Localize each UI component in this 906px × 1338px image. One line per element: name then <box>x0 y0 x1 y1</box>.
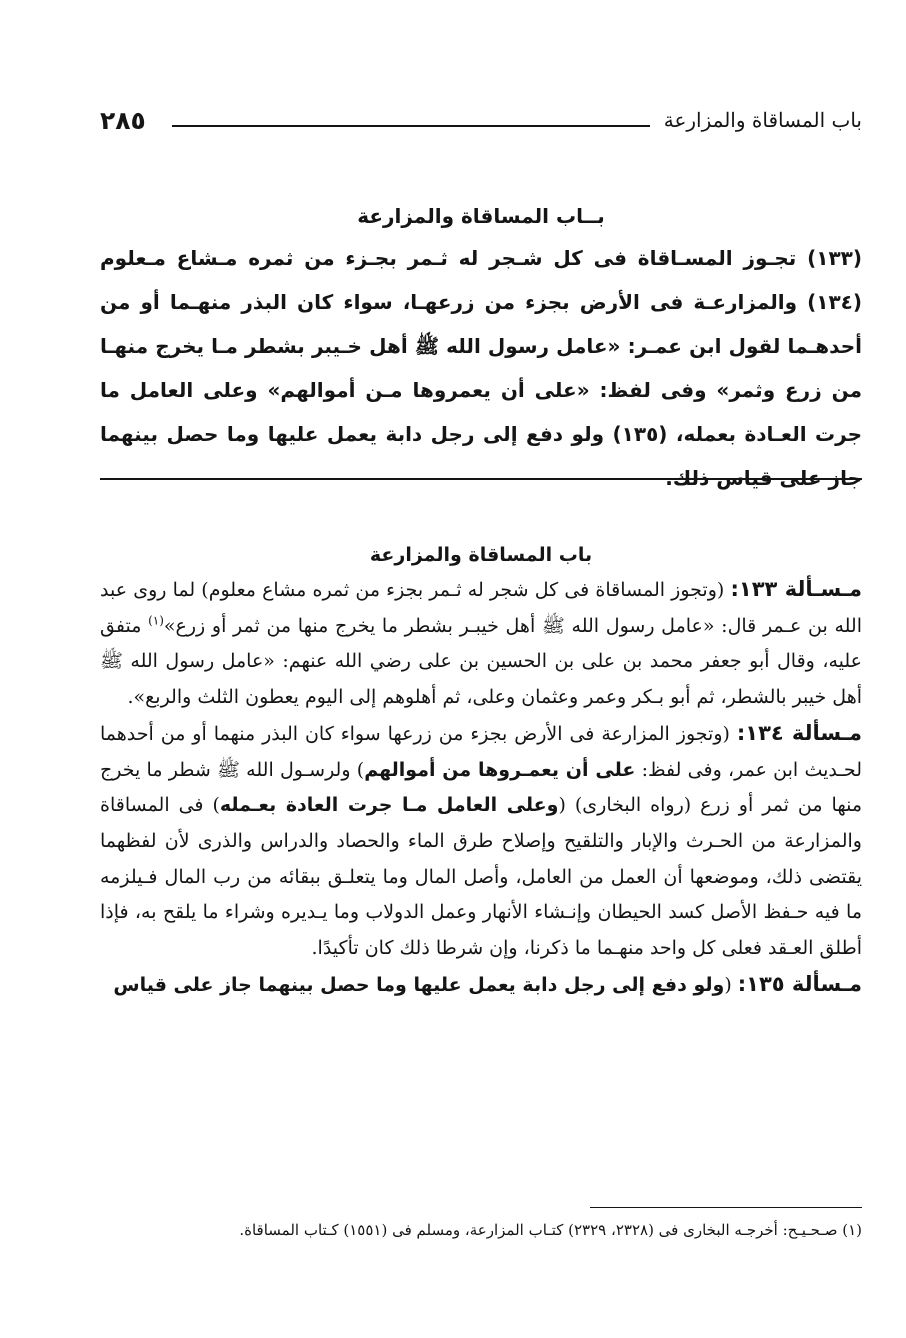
masala-133-text-b: متفق عليه، وقال أبو جعفر محمد بن على بن الحسين بن على رضي الله عنهم: «عامل رسول الله ﷺ أهل خيبر بالشطر، ثم أبو بـكر وعمر وعثمان وعلى، ثم أهلوهم إلى اليوم يعطون الثلث والربع». <box>100 614 862 709</box>
masala-134-text-c: ) فى المساقاة والمزارعة من الحـرث والإبار والتلقيح وإصلاح طرق الماء والحصاد والدراس والذرى لأن لفظهما يقتضى ذلك، وموضعها أن العمل من العامل، وأصل المال وما يتعلـق ببقائه من رب المال فـيلزمه ما فيه حـفظ الأصل كسد الحيطان وإنـشاء الأنهار وعمل الدولاب وما يـديره وشراء ما يلقح به، فإذا أطلق العـقد فعلى كل واحد منهـما ما ذكرنا، وإن شرطا ذلك كان تأكيدًا. <box>100 794 862 960</box>
sharh-block <box>100 538 862 1003</box>
footnote-ref-1[interactable]: (١) <box>148 613 164 628</box>
running-head <box>100 106 862 140</box>
footnotes <box>100 1215 862 1245</box>
masala-135-text-a: ( <box>724 973 738 996</box>
masala-134-bold-b: وعلى العامل مـا جرت العادة بعـمله <box>219 794 559 817</box>
sharh-title: باب المساقاة والمزارعة <box>369 544 593 566</box>
masala-133-label: مـسـألة ١٣٣: <box>730 577 862 601</box>
matn-sharh-divider <box>100 478 862 480</box>
footnote-rule <box>590 1207 862 1208</box>
footnote-1: (١) صـحـيـح: أخرجـه البخارى فى (٢٣٢٨، ٢٣٢٩) كتـاب المزارعة، ومسلم فى (١٥٥١) كـتاب المساقاة. <box>239 1221 862 1239</box>
matn-block <box>100 196 862 500</box>
masala-134 <box>100 716 862 967</box>
masala-134-text-b: ) ولرسـول الله ﷺ شطر ما يخرج منها من ثمر أو زرع (رواه البخارى) ( <box>100 758 863 817</box>
masala-134-text-a: (وتجوز المزارعة فى الأرض بجزء من زرعها سواء كان البذر منهما أو من أحدهما لحـديث ابن عمر، وفى لفظ: <box>100 722 862 781</box>
matn-text: (١٣٣) تجـوز المسـاقاة فى كل شـجر له ثـمر بجـزء من ثمره مـشاع مـعلوم (١٣٤) والمزارعـة فى الأرض بجزء من زرعهـا، سواء كان البذر منهـما أو من أحدهـما لقول ابن عمـر: «عامل رسول الله ﷺ أهل خـيبر بشطر مـا يخرج منهـا من زرع وثمر» وفى لفظ: «على أن يعمروها مـن أموالهم» وعلى العامل ما جرت العـادة بعمله، (١٣٥) ولو دفع إلى رجل دابة يعمل عليها وما حصل بينهما جاز على قياس ذلك. <box>100 246 862 490</box>
matn-title: بــاب المساقاة والمزارعة <box>357 204 605 228</box>
running-head-title: باب المساقاة والمزارعة <box>663 108 862 132</box>
masala-134-bold-a: على أن يعمـروها من أموالهم <box>364 758 636 781</box>
masala-134-label: مـسألة ١٣٤: <box>736 720 862 745</box>
running-head-rule <box>172 125 650 127</box>
masala-133-text-a: (وتجوز المساقاة فى كل شجر له ثـمر بجزء من ثمره مشاع معلوم) لما روى عبد الله بن عـمر قال: «عامل رسول الله ﷺ أهل خيبـر بشطر ما يخرج منها من ثمر أو زرع» <box>100 579 862 637</box>
page-number: ٢٨٥ <box>100 106 146 135</box>
masala-135-label: مـسألة ١٣٥: <box>737 971 862 996</box>
masala-135-bold-a: ولو دفع إلى رجل دابة يعمل عليها وما حصل بينهما جاز على قياس <box>113 973 725 996</box>
masala-135 <box>100 967 862 1004</box>
masala-133 <box>100 572 862 716</box>
